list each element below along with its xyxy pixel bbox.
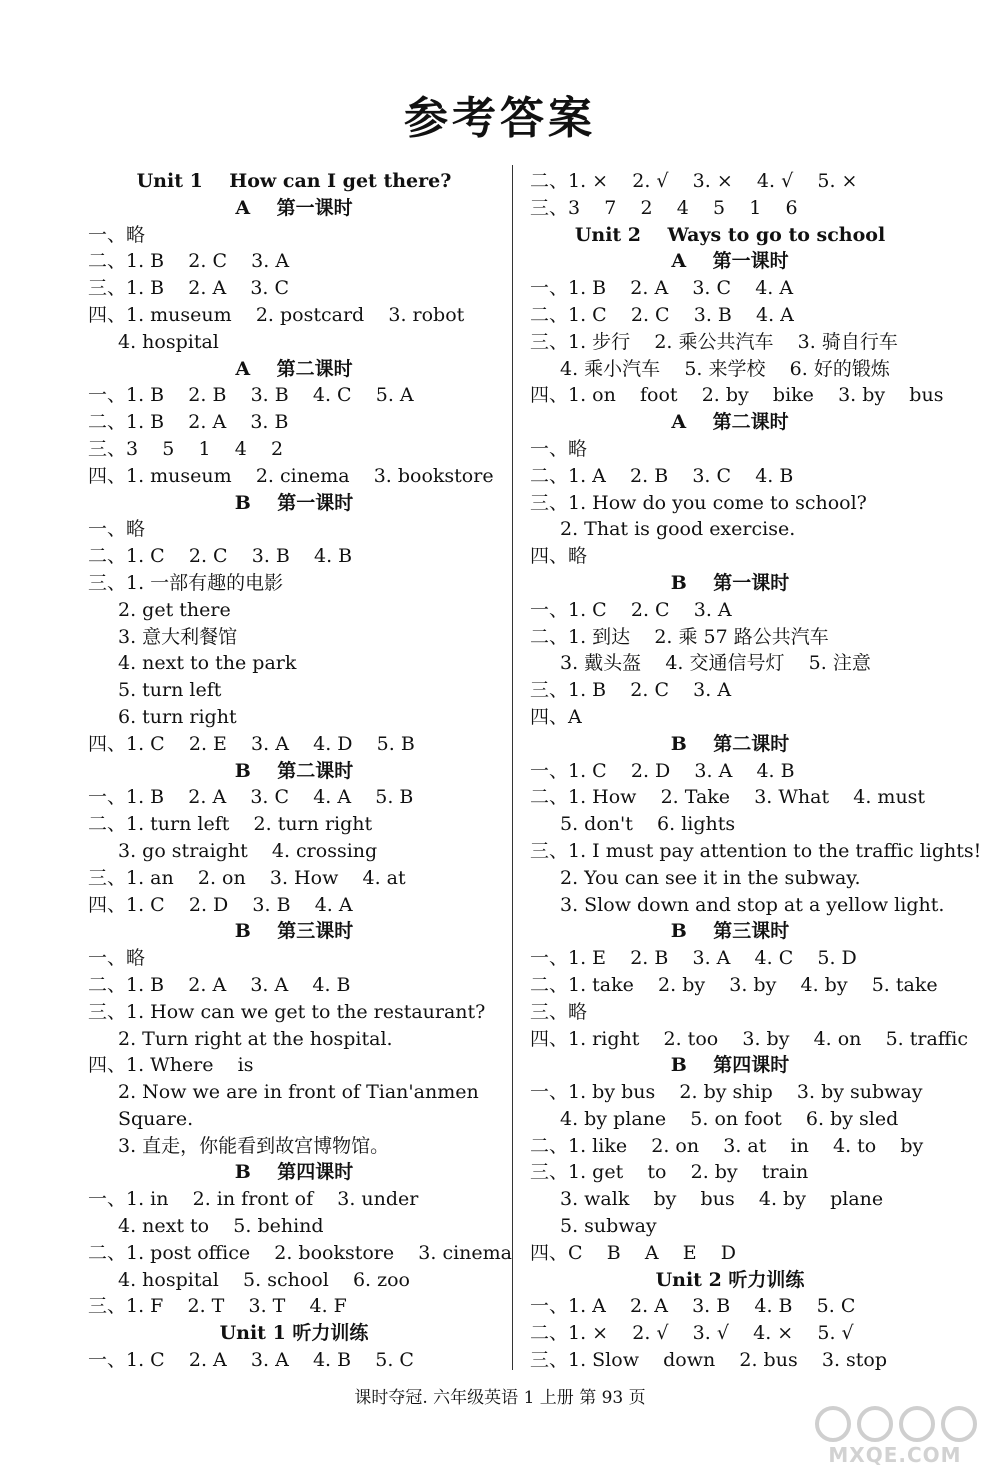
answer-line: 二、1. × 2. √ 3. × 4. √ 5. ×: [530, 170, 858, 192]
answer-line: 三、1. 一部有趣的电影: [88, 571, 284, 594]
answer-line: 2. Turn right at the hospital.: [118, 1027, 393, 1050]
answer-line: 3. 直走，你能看到故宫博物馆。: [118, 1134, 390, 1157]
lesson-heading: A 第一课时: [671, 250, 789, 273]
answer-line: 四、C B A E D: [530, 1241, 736, 1264]
answer-line: 二、1. How 2. Take 3. What 4. must: [530, 786, 926, 809]
answer-line: 一、略: [88, 518, 146, 541]
page-footer: 课时夺冠. 六年级英语 1 上册 第 93 页: [354, 1388, 646, 1408]
answer-line: 一、1. B 2. A 3. C 4. A: [530, 277, 794, 300]
answer-line: 3. go straight 4. crossing: [118, 839, 378, 862]
unit-heading: Unit 2 Ways to go to school: [574, 223, 886, 246]
answer-line: Square.: [118, 1107, 194, 1130]
answer-line: 一、1. C 2. A 3. A 4. B 5. C: [88, 1349, 414, 1372]
answer-line: 4. next to 5. behind: [118, 1215, 324, 1238]
answer-line: 四、1. museum 2. cinema 3. bookstore: [88, 464, 494, 487]
answer-line: 四、1. museum 2. postcard 3. robot: [88, 303, 465, 326]
answer-column-right: [530, 168, 982, 1374]
answer-line: 2. Now we are in front of Tian'anmen: [118, 1081, 479, 1104]
answer-line: 三、1. Slow down 2. bus 3. stop: [530, 1349, 888, 1372]
answer-line: 二、1. B 2. A 3. B: [88, 411, 289, 434]
answer-line: 5. don't 6. lights: [560, 813, 736, 836]
answer-line: 三、1. 步行 2. 乘公共汽车 3. 骑自行车: [530, 330, 898, 353]
answer-line: 三、略: [530, 1000, 588, 1023]
answer-line: 一、1. B 2. B 3. B 4. C 5. A: [88, 384, 414, 407]
answer-line: 6. turn right: [118, 705, 237, 728]
lesson-heading: B 第一课时: [670, 571, 790, 594]
lesson-heading: B 第四课时: [234, 1161, 354, 1184]
answer-line: 二、1. take 2. by 3. by 4. by 5. take: [530, 973, 938, 996]
answer-line: 一、略: [88, 223, 146, 246]
answer-line: 四、略: [530, 545, 588, 568]
answer-line: 二、1. 到达 2. 乘 57 路公共汽车: [530, 625, 829, 648]
answer-line: 4. next to the park: [118, 652, 297, 675]
answer-line: 4. by plane 5. on foot 6. by sled: [560, 1107, 899, 1130]
lesson-heading: B 第一课时: [234, 491, 354, 514]
answer-line: 2. That is good exercise.: [560, 518, 796, 541]
lesson-heading: Unit 1 听力训练: [219, 1322, 369, 1345]
answer-line: 5. turn left: [118, 679, 222, 702]
answer-line: 三、3 5 1 4 2: [88, 437, 284, 460]
svg-text:MXQE.COM: MXQE.COM: [828, 1443, 962, 1467]
answer-line: 一、1. C 2. D 3. A 4. B: [530, 759, 795, 782]
answer-line: 三、1. an 2. on 3. How 4. at: [88, 866, 406, 889]
answer-line: 三、1. How can we get to the restaurant?: [88, 1000, 486, 1023]
answer-line: 二、1. post office 2. bookstore 3. cinema: [88, 1241, 512, 1264]
lesson-heading: B 第四课时: [670, 1054, 790, 1077]
answer-line: 四、1. Where is: [88, 1054, 254, 1077]
answer-line: 三、1. I must pay attention to the traffic lights!: [530, 839, 982, 862]
answer-line: 一、1. in 2. in front of 3. under: [88, 1188, 419, 1211]
column-divider: [512, 165, 513, 1370]
answer-line: 三、1. B 2. C 3. A: [530, 679, 732, 702]
answer-line: 二、1. B 2. A 3. A 4. B: [88, 973, 351, 996]
answer-line: 3. 意大利餐馆: [118, 625, 238, 648]
answer-line: 四、1. C 2. D 3. B 4. A: [88, 893, 353, 916]
answer-line: 4. 乘小汽车 5. 来学校 6. 好的锻炼: [560, 357, 890, 380]
lesson-heading: Unit 2 听力训练: [655, 1268, 805, 1291]
lesson-heading: B 第三课时: [234, 920, 354, 943]
answer-line: 一、1. C 2. C 3. A: [530, 598, 732, 621]
answer-line: 一、略: [530, 437, 588, 460]
answer-line: 三、1. How do you come to school?: [530, 491, 867, 514]
answer-line: 3. 戴头盔 4. 交通信号灯 5. 注意: [560, 652, 871, 675]
answer-line: 3. Slow down and stop at a yellow light.: [560, 893, 945, 916]
lesson-heading: A 第二课时: [235, 357, 353, 380]
answer-line: 2. You can see it in the subway.: [560, 866, 861, 889]
answer-line: 二、1. like 2. on 3. at in 4. to by: [530, 1134, 924, 1157]
lesson-heading: B 第二课时: [234, 759, 354, 782]
answer-line: 一、1. E 2. B 3. A 4. C 5. D: [530, 947, 857, 970]
answer-line: 四、A: [530, 705, 582, 728]
answer-line: 三、1. F 2. T 3. T 4. F: [88, 1295, 347, 1318]
answer-line: 二、1. turn left 2. turn right: [88, 813, 373, 836]
watermark-logo: [805, 1402, 985, 1468]
lesson-heading: B 第三课时: [670, 920, 790, 943]
lesson-heading: B 第二课时: [670, 732, 790, 755]
answer-line: 一、1. by bus 2. by ship 3. by subway: [530, 1081, 923, 1104]
answer-line: 4. hospital: [118, 330, 219, 353]
answer-line: 四、1. C 2. E 3. A 4. D 5. B: [88, 732, 415, 755]
answer-line: 四、1. on foot 2. by bike 3. by bus: [530, 384, 944, 407]
answer-line: 2. get there: [118, 598, 231, 621]
answer-line: 二、1. C 2. C 3. B 4. A: [530, 303, 794, 326]
answer-line: 三、3 7 2 4 5 1 6: [530, 196, 798, 219]
lesson-heading: A 第二课时: [671, 411, 789, 434]
answer-line: 一、1. B 2. A 3. C 4. A 5. B: [88, 786, 414, 809]
answer-line: 4. hospital 5. school 6. zoo: [118, 1268, 410, 1291]
lesson-heading: A 第一课时: [235, 196, 353, 219]
answer-line: 3. walk by bus 4. by plane: [560, 1188, 884, 1211]
answer-line: 一、1. A 2. A 3. B 4. B 5. C: [530, 1295, 856, 1318]
answer-line: 一、略: [88, 947, 146, 970]
answer-line: 二、1. × 2. √ 3. √ 4. × 5. √: [530, 1322, 854, 1345]
answer-column-left: [88, 168, 512, 1374]
page-title: 参考答案: [404, 93, 596, 144]
answer-line: 二、1. A 2. B 3. C 4. B: [530, 464, 794, 487]
answer-line: 三、1. get to 2. by train: [530, 1161, 809, 1184]
unit-heading: Unit 1 How can I get there?: [136, 170, 452, 192]
answer-line: 四、1. right 2. too 3. by 4. on 5. traffic: [530, 1027, 969, 1050]
answer-line: 二、1. B 2. C 3. A: [88, 250, 290, 273]
answer-line: 三、1. B 2. A 3. C: [88, 277, 290, 300]
answer-line: 二、1. C 2. C 3. B 4. B: [88, 545, 353, 568]
answer-line: 5. subway: [560, 1215, 657, 1238]
